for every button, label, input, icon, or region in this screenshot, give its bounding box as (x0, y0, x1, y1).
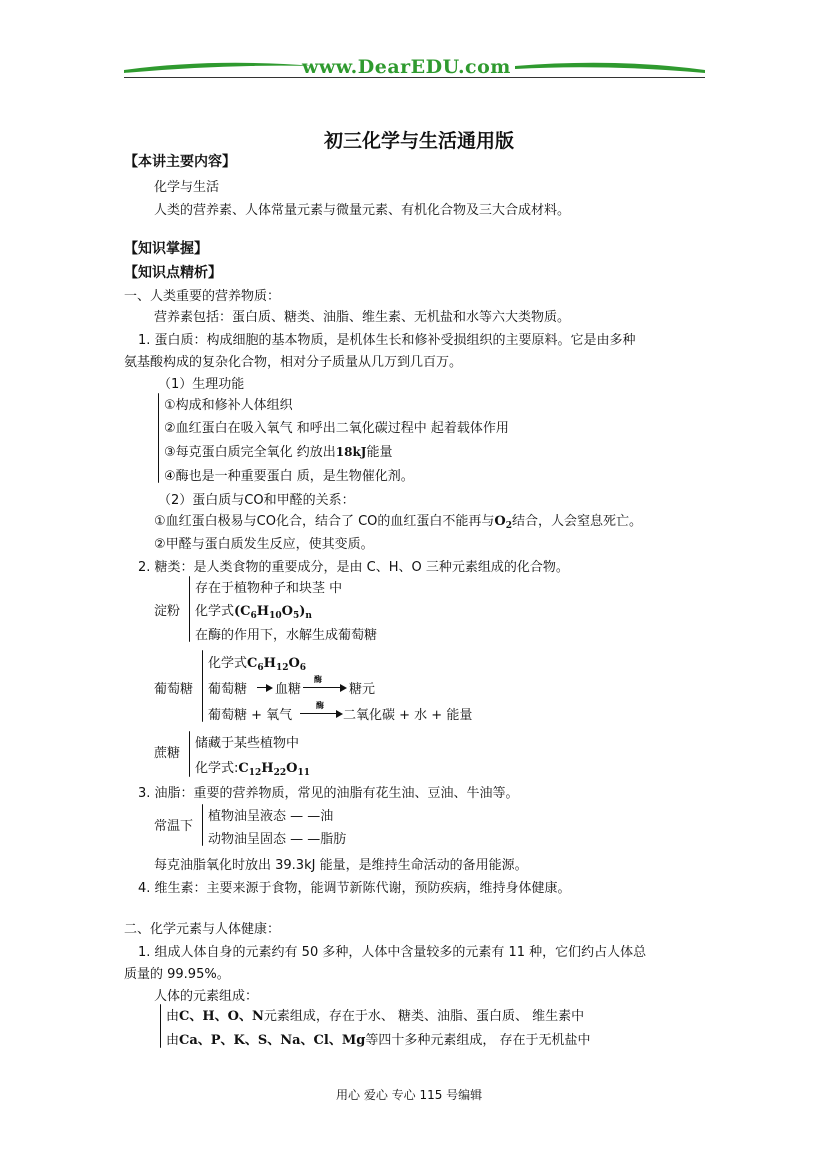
function-item-3-tail: 能量 (366, 445, 393, 460)
fat-item-2: 动物油呈固态 — —脂肪 (208, 832, 347, 847)
composition-item-2: 由Ca、P、K、S、Na、Cl、Mg等四十多种元素组成， 存在于无机盐中 (166, 1033, 591, 1048)
function-item-3-text: ③每克蛋白质完全氧化 约放出 (164, 445, 336, 460)
relation-1-o2: $O_2$ (494, 514, 512, 531)
glucose-item-1: 化学式$C_6H_{12}O_6$ (208, 656, 307, 673)
protein-line-1: 1. 蛋白质：构成细胞的基本物质，是机体生长和修补受损组织的主要原料。它是由多种 (138, 333, 636, 348)
section-analysis: 【知识点精析】 (124, 265, 222, 281)
composition-brace (160, 1004, 161, 1048)
sucrose-item-2: 化学式$:C_{12}H_{22}O_{11}$ (195, 761, 310, 778)
function-item-1: ①构成和修补人体组织 (164, 398, 293, 413)
glucose-item-3-b: 二氧化碳 + 水 + 能量 (343, 708, 473, 723)
function-item-4: ④酶也是一种重要蛋白 质，是生物催化剂。 (164, 469, 414, 484)
glucose-item-2-b: 血糖 (275, 682, 302, 697)
glucose-cond-1: 酶 (314, 675, 322, 684)
glucose-cond-2: 酶 (316, 701, 324, 710)
sugar-line: 2. 糖类：是人类食物的重要成分，是由 C、H、O 三种元素组成的化合物。 (138, 560, 569, 575)
composition-elements-1: C、H、O、N (179, 1009, 264, 1024)
sec2-p1-line-1: 1. 组成人体自身的元素约有 50 多种，人体中含量较多的元素有 11 种，它们约占人体总 (138, 945, 647, 960)
header-logo: www.DearEDU.com (302, 56, 511, 78)
composition-elements-2: Ca、P、K、S、Na、Cl、Mg (179, 1033, 366, 1048)
sec2-heading: 二、化学元素与人体健康： (124, 922, 281, 937)
starch-label: 淀粉 (154, 604, 181, 619)
function-item-3-energy: 18kJ (335, 445, 367, 459)
relation-1-b: 结合，人会窒息死亡。 (512, 514, 643, 529)
glucose-formula: $C_6H_{12}O_6$ (247, 656, 307, 673)
header-swoosh-right (515, 56, 705, 78)
relation-title: （2）蛋白质与CO和甲醛的关系： (158, 493, 355, 508)
function-item-2: ②血红蛋白在吸入氧气 和呼出二氧化碳过程中 起着载体作用 (164, 421, 509, 436)
function-title: （1）生理功能 (158, 377, 245, 392)
glucose-item-2-c: 糖元 (349, 682, 376, 697)
page-title: 初三化学与生活通用版 (324, 130, 515, 152)
fat-item-1: 植物油呈液态 — —油 (208, 809, 334, 824)
section-grasp: 【知识掌握】 (124, 241, 208, 257)
glucose-item-3-a: 葡萄糖 + 氧气 (208, 708, 293, 723)
starch-item-1: 存在于植物种子和块茎 中 (195, 581, 343, 596)
fat-energy-line: 每克油脂氧化时放出 39.3kJ 能量，是维持生命活动的备用能源。 (154, 858, 528, 873)
main-topic: 化学与生活 (154, 180, 220, 195)
starch-item-2: 化学式$(C_6H_{10}O_5)_n$ (195, 604, 312, 621)
glucose-arrow-3 (300, 713, 341, 714)
starch-item-3: 在酶的作用下，水解生成葡萄糖 (195, 628, 378, 643)
section-main-content: 【本讲主要内容】 (124, 154, 236, 170)
nutrients-line: 营养素包括：蛋白质、糖类、油脂、维生素、无机盐和水等六大类物质。 (154, 310, 571, 325)
glucose-arrow-2 (303, 687, 345, 688)
protein-line-2: 氨基酸构成的复杂化合物，相对分子质量从几万到几百万。 (124, 355, 463, 370)
glucose-item-2-a: 葡萄糖 (208, 682, 248, 697)
starch-brace (189, 576, 190, 642)
fat-line: 3. 油脂：重要的营养物质，常见的油脂有花生油、豆油、牛油等。 (138, 786, 519, 801)
relation-2: ②甲醛与蛋白质发生反应，使其变质。 (154, 537, 374, 552)
sucrose-formula: $C_{12}H_{22}O_{11}$ (238, 761, 310, 778)
function-brace (158, 393, 159, 483)
vitamin-line: 4. 维生素：主要来源于食物，能调节新陈代谢，预防疾病，维持身体健康。 (138, 881, 571, 896)
fat-brace (202, 804, 203, 846)
glucose-label: 葡萄糖 (154, 682, 194, 697)
header-swoosh-left (124, 56, 314, 78)
relation-1 (154, 510, 642, 531)
relation-1-a: ①血红蛋白极易与CO化合，结合了 CO的血红蛋白不能再与 (154, 514, 495, 529)
function-item-3 (164, 441, 393, 460)
fat-label: 常温下 (154, 819, 194, 834)
sucrose-item-1: 储藏于某些植物中 (195, 736, 300, 751)
glucose-arrow-1 (257, 687, 271, 688)
glucose-brace (202, 650, 203, 722)
sucrose-brace (189, 731, 190, 777)
sucrose-label: 蔗糖 (154, 746, 181, 761)
main-desc: 人类的营养素、人体常量元素与微量元素、有机化合物及三大合成材料。 (154, 203, 571, 218)
composition-title: 人体的元素组成： (154, 989, 259, 1004)
page-footer: 用心 爱心 专心 115 号编辑 (336, 1088, 483, 1102)
sec1-heading: 一、人类重要的营养物质： (124, 289, 281, 304)
sec2-p1-line-2: 质量的 99.95%。 (124, 967, 230, 982)
composition-item-1: 由C、H、O、N元素组成，存在于水、 糖类、油脂、蛋白质、 维生素中 (166, 1009, 585, 1024)
starch-formula: $(C_6H_{10}O_5)_n$ (234, 604, 312, 621)
